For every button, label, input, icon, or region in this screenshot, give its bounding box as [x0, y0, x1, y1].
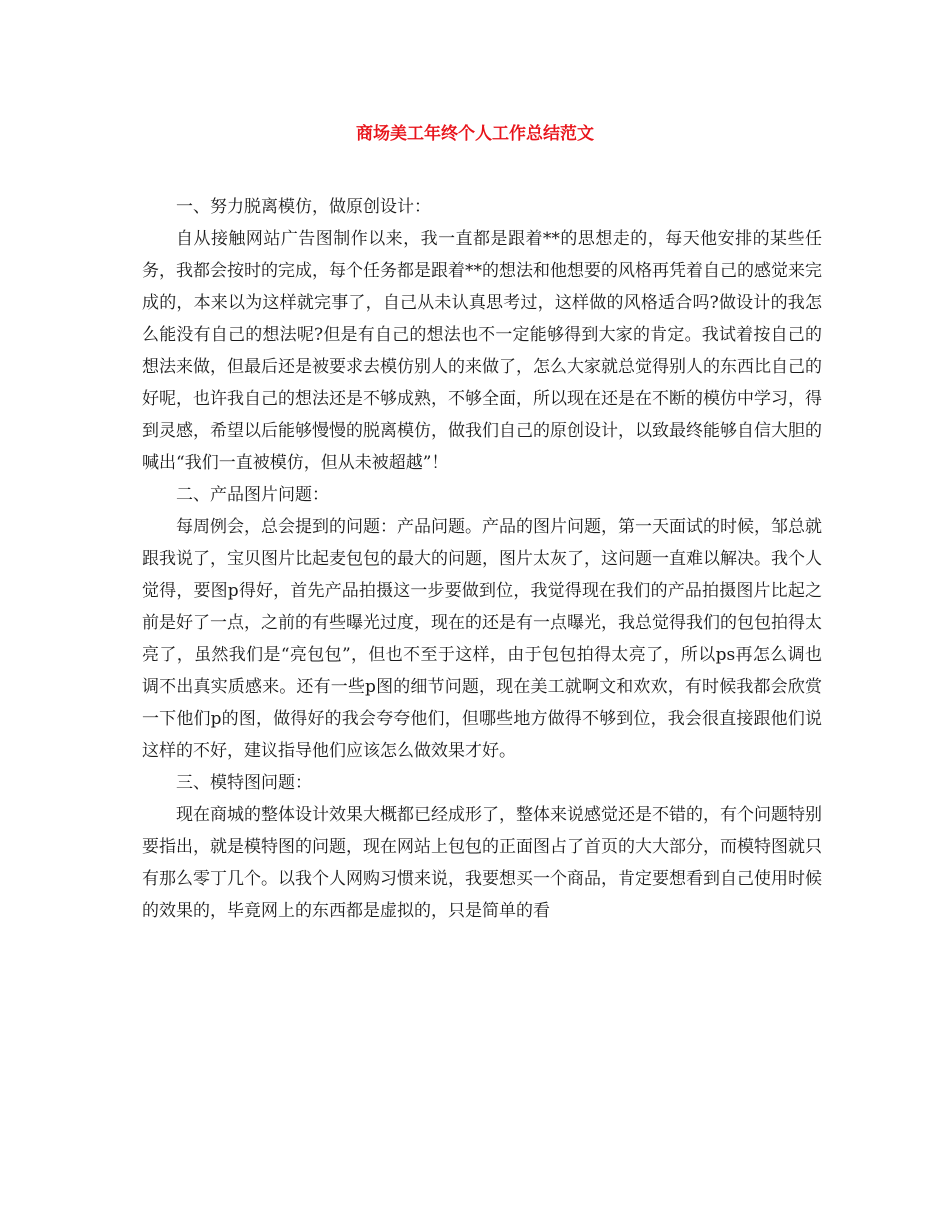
- section-heading-1: 一、努力脱离模仿，做原创设计：: [176, 197, 431, 217]
- section-heading-2: 二、产品图片问题：: [176, 485, 329, 505]
- paragraph-3: 现在商城的整体设计效果大概都已经成形了，整体来说感觉还是不错的，有个问题特别要指出，就是模特图的问题，现在网站上包包的正面图占了首页的大大部分，而模特图就只有那么零丁几个。以我个人网购习惯来说，我要想买一个商品，肯定要想看到自己使用时候的效果的，毕竟网上的东西都是虚拟的，只是简单的看: [142, 805, 822, 921]
- section-heading-3: 三、模特图问题：: [176, 773, 312, 793]
- document-title: 商场美工年终个人工作总结范文: [356, 124, 594, 144]
- document-body: [142, 191, 822, 927]
- paragraph-2: 每周例会，总会提到的问题：产品问题。产品的图片问题，第一天面试的时候，邹总就跟我说了，宝贝图片比起麦包包的最大的问题，图片太灰了，这问题一直难以解决。我个人觉得，要图p得好，首先产品拍摄这一步要做到位，我觉得现在我们的产品拍摄图片比起之前是好了一点，之前的有些曝光过度，现在的还是有一点曝光，我总觉得我们的包包拍得太亮了，虽然我们是“亮包包”，但也不至于这样，由于包包拍得太亮了，所以ps再怎么调也调不出真实质感来。还有一些p图的细节问题，现在美工就啊文和欢欢，有时候我都会欣赏一下他们p的图，做得好的我会夸夸他们，但哪些地方做得不够到位，我会很直接跟他们说这样的不好，建议指导他们应该怎么做效果才好。: [142, 517, 822, 761]
- paragraph-1: 自从接触网站广告图制作以来，我一直都是跟着**的思想走的，每天他安排的某些任务，我都会按时的完成，每个任务都是跟着**的想法和他想要的风格再凭着自己的感觉来完成的，本来以为这样就完事了，自己从未认真思考过，这样做的风格适合吗?做设计的我怎么能没有自己的想法呢?但是有自己的想法也不一定能够得到大家的肯定。我试着按自己的想法来做，但最后还是被要求去模仿别人的来做了，怎么大家就总觉得别人的东西比自己的好呢，也许我自己的想法还是不够成熟，不够全面，所以现在还是在不断的模仿中学习，得到灵感，希望以后能够慢慢的脱离模仿，做我们自己的原创设计，以致最终能够自信大胆的喊出“我们一直被模仿，但从未被超越”！: [142, 229, 822, 473]
